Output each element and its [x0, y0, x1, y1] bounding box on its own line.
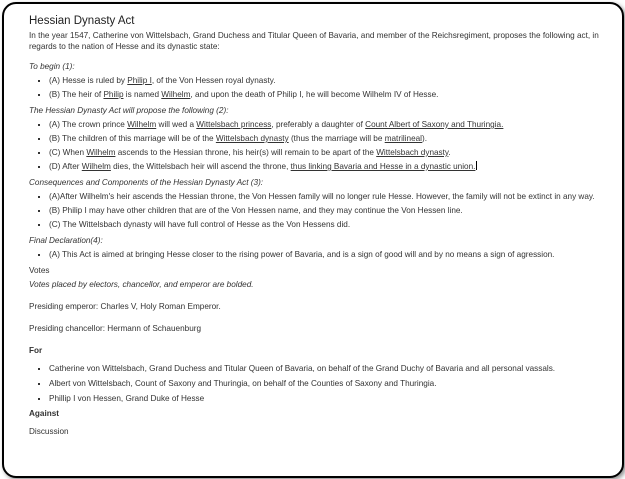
link-philip-i[interactable]: Philip I [127, 76, 152, 85]
link-wilhelm[interactable]: Wilhelm [86, 148, 116, 157]
votes-label: Votes [29, 266, 50, 275]
presiding-emperor: Presiding emperor: Charles V, Holy Roman Emperor. [29, 302, 221, 311]
item-text: , preferably a daughter of [271, 120, 366, 129]
link-dynastic-union[interactable]: thus linking Bavaria and Hesse in a dynastic union. [290, 162, 476, 171]
against-label: Against [29, 409, 60, 418]
item-text: is named [123, 90, 162, 99]
list-item [49, 133, 609, 144]
list-item: ▪ (A) This Act is aimed at bringing Hesse closer to the rising power of Bavaria, and is a sign of good will and by no means a sign of agression. [49, 249, 609, 260]
section-4-heading: Final Declaration(4): [29, 236, 103, 245]
item-text: ascends to the Hessian throne, his heir(s) will remain to be apart of the [115, 148, 377, 157]
section-3-heading: Consequences and Components of the Hessian Dynasty Act (3): [29, 178, 264, 187]
for-list [29, 363, 609, 404]
discussion-label: Discussion [29, 427, 69, 436]
item-text: will wed a [156, 120, 197, 129]
section-1-heading: To begin (1): [29, 62, 75, 71]
item-text: . [448, 148, 451, 157]
item-text: dies, the Wittelsbach heir will ascend the throne, [110, 162, 291, 171]
page-title: Hessian Dynasty Act [29, 15, 135, 27]
item-text: (A) The crown prince [49, 120, 128, 129]
intro-paragraph: In the year 1547, Catherine von Wittelsbach, Grand Duchess and Titular Queen of Bavaria, and member of the Reichsregiment, proposes the following act, in regards to the nation of Hesse and its dynastic state: [29, 31, 599, 51]
text-cursor [476, 161, 477, 170]
list-item: ▪ (B) Philip I may have other children that are of the Von Hessen name, and they may continue the Von Hessen line. [49, 205, 609, 216]
link-wittelsbach-dynasty[interactable]: Wittelsbach dynasty [376, 148, 449, 157]
list-item [49, 119, 609, 130]
document-frame [2, 2, 624, 478]
section-1-list [29, 75, 609, 100]
item-text: ). [422, 134, 428, 143]
item-text: (thus the marriage will be [288, 134, 385, 143]
list-item: ▪ (A)After Wilhelm's heir ascends the Hessian throne, the Von Hessen family will no longer rule Hesse. However, the family will not be extinct in any way. [49, 191, 609, 202]
item-text: (B) The heir of [49, 90, 104, 99]
link-wittelsbach-princess[interactable]: Wittelsbach princess [196, 120, 272, 129]
link-wilhelm[interactable]: Wilhelm [161, 90, 191, 99]
for-label: For [29, 346, 43, 355]
section-3-list [29, 191, 609, 230]
item-text: , of the Von Hessen royal dynasty. [151, 76, 276, 85]
list-item: ▪ Catherine von Wittelsbach, Grand Duchess and Titular Queen of Bavaria, on behalf of the Grand Duchy of Bavaria and all personal vassals. [49, 363, 609, 374]
item-text: (B) The children of this marriage will be of the [49, 134, 216, 143]
votes-note: Votes placed by electors, chancellor, and emperor are bolded. [29, 280, 254, 289]
link-wittelsbach-dynasty[interactable]: Wittelsbach dynasty [215, 134, 289, 143]
list-item [49, 89, 609, 100]
list-item: ▪ Albert von Wittelsbach, Count of Saxony and Thuringia, on behalf of the Counties of Saxony and Thuringia. [49, 378, 609, 389]
section-2-list [29, 119, 609, 172]
list-item: ▪ (C) The Wittelsbach dynasty will have full control of Hesse as the Von Hessens did. [49, 219, 609, 230]
item-text: (A) Hesse is ruled by [49, 76, 128, 85]
document-content [29, 16, 609, 437]
item-text: (C) When [49, 148, 87, 157]
list-item [49, 161, 609, 172]
presiding-chancellor: Presiding chancellor: Hermann of Schauenburg [29, 324, 202, 333]
item-text: (D) After [49, 162, 82, 171]
list-item [49, 147, 609, 158]
list-item: ▪ Phillip I von Hessen, Grand Duke of Hesse [49, 393, 609, 404]
link-philip[interactable]: Philip [103, 90, 124, 99]
link-wilhelm[interactable]: Wilhelm [81, 162, 111, 171]
item-text: , and upon the death of Philip I, he will become Wilhelm IV of Hesse. [190, 90, 439, 99]
link-wilhelm[interactable]: Wilhelm [127, 120, 157, 129]
list-item [49, 75, 609, 86]
link-count-albert[interactable]: Count Albert of Saxony and Thuringia. [365, 120, 504, 129]
link-matrilineal[interactable]: matrilineal [384, 134, 422, 143]
section-2-heading: The Hessian Dynasty Act will propose the following (2): [29, 106, 229, 115]
section-4-list [29, 249, 609, 260]
